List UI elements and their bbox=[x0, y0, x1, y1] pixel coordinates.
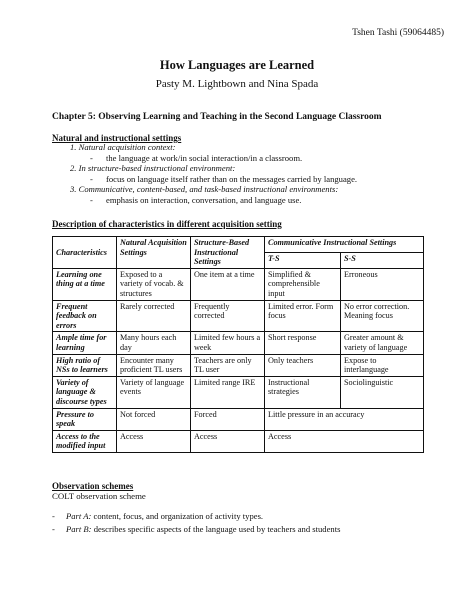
subitem-text: focus on language itself rather than on the messages carried by language. bbox=[106, 173, 358, 184]
cell-ss: Sociolinguistic bbox=[341, 376, 424, 408]
row-label: Frequent feedback on errors bbox=[53, 300, 117, 332]
list-item: 3. Communicative, content-based, and task-based instructional environments: bbox=[70, 184, 339, 195]
observation-heading: Observation schemes bbox=[52, 481, 134, 491]
subheader-ts: T-S bbox=[265, 252, 341, 268]
observation-parts-list bbox=[52, 510, 452, 536]
row-label: Ample time for learning bbox=[53, 332, 117, 354]
cell-natural: Not forced bbox=[117, 408, 191, 430]
table-row bbox=[53, 332, 424, 354]
cell-ss: No error correction. Meaning focus bbox=[341, 300, 424, 332]
table-row bbox=[53, 268, 424, 300]
subheader-ss: S-S bbox=[341, 252, 424, 268]
header-characteristics: Characteristics bbox=[53, 237, 117, 269]
list-subitem: - emphasis on interaction, conversation, and language use. bbox=[90, 194, 302, 205]
cell-natural: Variety of language events bbox=[117, 376, 191, 408]
cell-ss: Greater amount & variety of language bbox=[341, 332, 424, 354]
chapter-heading: Chapter 5: Observing Learning and Teaching in the Second Language Classroom bbox=[52, 112, 382, 122]
cell-ts: Instructional strategies bbox=[265, 376, 341, 408]
header-structure: Structure-Based Instructional Settings bbox=[191, 237, 265, 269]
header-natural: Natural Acquisition Settings bbox=[117, 237, 191, 269]
cell-structure: Forced bbox=[191, 408, 265, 430]
row-label: Pressure to speak bbox=[53, 408, 117, 430]
row-label: Access to the modified input bbox=[53, 430, 117, 452]
cell-natural: Many hours each day bbox=[117, 332, 191, 354]
part-text: content, focus, and organization of activity types. bbox=[91, 511, 264, 521]
part-text: describes specific aspects of the language used by teachers and students bbox=[91, 524, 341, 534]
section-heading-settings: Natural and instructional settings bbox=[52, 133, 182, 143]
subitem-text: emphasis on interaction, conversation, and language use. bbox=[106, 194, 302, 205]
table-row bbox=[53, 430, 424, 452]
row-label: Variety of language & discourse types bbox=[53, 376, 117, 408]
document-title: How Languages are Learned bbox=[159, 58, 315, 72]
cell-communicative: Access bbox=[265, 430, 424, 452]
cell-structure: Frequently corrected bbox=[191, 300, 265, 332]
cell-ss: Expose to interlanguage bbox=[341, 354, 424, 376]
list-item: 1. Natural acquisition context: bbox=[70, 142, 176, 152]
cell-structure: Limited range IRE bbox=[191, 376, 265, 408]
list-subitem: - the language at work/in social interaction/in a classroom. bbox=[90, 152, 303, 163]
list-item: 2. In structure-based instructional environment: bbox=[70, 163, 236, 174]
cell-structure: One item at a time bbox=[191, 268, 265, 300]
table-row bbox=[53, 376, 424, 408]
author-id: Tshen Tashi (59064485) bbox=[352, 28, 444, 38]
cell-ss: Erroneous bbox=[341, 268, 424, 300]
table-row bbox=[53, 354, 424, 376]
cell-communicative: Little pressure in an accuracy bbox=[265, 408, 424, 430]
header-communicative: Communicative Instructional Settings bbox=[265, 237, 424, 253]
part-label: Part A: bbox=[66, 511, 92, 521]
list-item bbox=[52, 523, 452, 536]
cell-structure: Limited few hours a week bbox=[191, 332, 265, 354]
list-subitem: - focus on language itself rather than on the messages carried by language. bbox=[90, 173, 358, 184]
cell-ts: Short response bbox=[265, 332, 341, 354]
section-heading-characteristics: Description of characteristics in different acquisition setting bbox=[52, 219, 282, 229]
cell-ts: Simplified & comprehensible input bbox=[265, 268, 341, 300]
settings-list bbox=[70, 142, 460, 206]
cell-natural: Access bbox=[117, 430, 191, 452]
cell-natural: Exposed to a variety of vocab. & structures bbox=[117, 268, 191, 300]
table-header-row bbox=[53, 237, 424, 253]
characteristics-table bbox=[52, 236, 424, 453]
book-authors: Pasty M. Lightbown and Nina Spada bbox=[155, 78, 319, 90]
cell-structure: Access bbox=[191, 430, 265, 452]
observation-subheading: COLT observation scheme bbox=[52, 491, 146, 501]
row-label: High ratio of NSs to learners bbox=[53, 354, 117, 376]
row-label: Learning one thing at a time bbox=[53, 268, 117, 300]
part-label: Part B: bbox=[66, 524, 92, 534]
cell-natural: Rarely corrected bbox=[117, 300, 191, 332]
bullet-dash: - bbox=[52, 511, 55, 521]
subitem-text: the language at work/in social interaction/in a classroom. bbox=[106, 152, 303, 163]
cell-natural: Encounter many proficient TL users bbox=[117, 354, 191, 376]
bullet-dash: - bbox=[52, 524, 55, 534]
table-row bbox=[53, 300, 424, 332]
cell-ts: Only teachers bbox=[265, 354, 341, 376]
cell-structure: Teachers are only TL user bbox=[191, 354, 265, 376]
table-row bbox=[53, 408, 424, 430]
cell-ts: Limited error. Form focus bbox=[265, 300, 341, 332]
list-item bbox=[52, 510, 452, 523]
